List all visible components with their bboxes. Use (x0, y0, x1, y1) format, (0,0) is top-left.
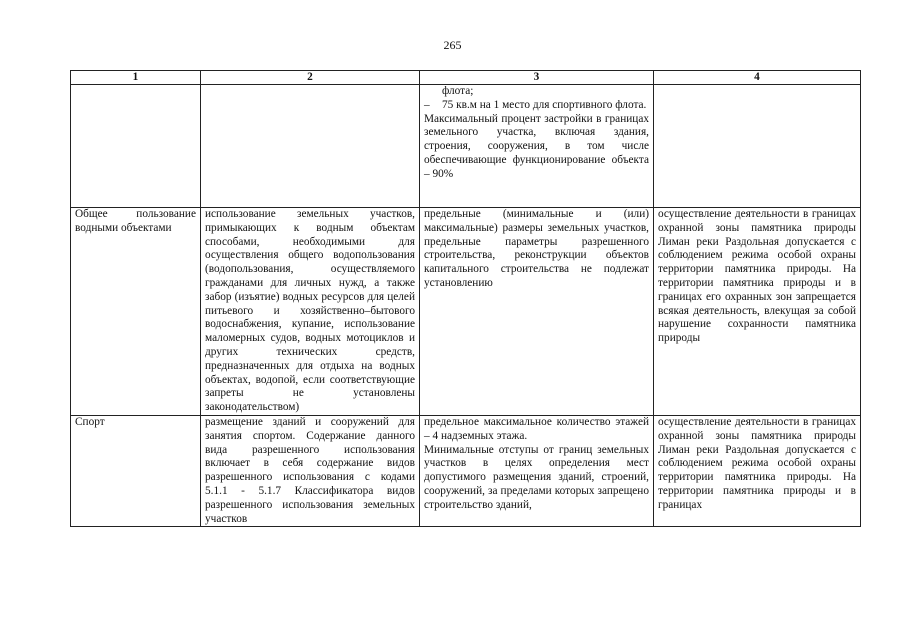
table-cell (71, 85, 201, 208)
table-row (71, 415, 861, 526)
continued-line: флота; (442, 85, 474, 97)
list-item: – 75 кв.м на 1 место для спортивного флота. (424, 99, 649, 113)
table-cell (654, 85, 861, 208)
use-type-cell: Спорт (71, 415, 201, 526)
parameters-cell (420, 415, 654, 526)
table-row (71, 208, 861, 416)
column-header: 1 (71, 71, 201, 85)
page-number: 265 (443, 38, 462, 52)
table-cell (420, 85, 654, 208)
column-header: 3 (420, 71, 654, 85)
use-type-cell: Общее пользование водными объектами (71, 208, 201, 416)
bullet-list (424, 99, 649, 113)
regulations-table (70, 70, 861, 527)
column-header: 2 (201, 71, 420, 85)
paragraph: Максимальный процент застройки в границах земельного участка, включая здания, строения, сооружения, в том числе обеспечивающие функционирование объекта – 90% (424, 112, 649, 180)
restrictions-cell: осуществление деятельности в границах охранной зоны памятника природы Лиман реки Раздольная допускается с соблюдением режима особой охраны территории памятника природы. На территории памятника природы и в границах (654, 415, 861, 526)
table-header-row (71, 71, 861, 85)
parameters-cell: предельные (минимальные и (или) максимальные) размеры земельных участков, предельные параметры разрешенного строительства, реконструкции объектов капитального строительства не подлежат установлению (420, 208, 654, 416)
table-row (71, 85, 861, 208)
restrictions-cell: осуществление деятельности в границах охранной зоны памятника природы Лиман реки Раздольная допускается с соблюдением режима особой охраны территории памятника природы. На территории памятника природы и в границах его охранных зон запрещается всякая деятельность, влекущая за собой нарушение сохранности памятника природы (654, 208, 861, 416)
description-cell: размещение зданий и сооружений для занятия спортом. Содержание данного вида разрешенного использования включает в себя содержание видов разрешенного использования с кодами 5.1.1 - 5.1.7 Классификатора видов разрешенного использования земельных участков (201, 415, 420, 526)
column-header: 4 (654, 71, 861, 85)
description-cell: использование земельных участков, примыкающих к водным объектам способами, необходимыми для осуществления общего водопользования (водопользования, осуществляемого гражданами для личных нужд, а также забор (изъятие) водных ресурсов для целей питьевого и хозяйственно–бытового водоснабжения, купание, использование маломерных судов, водных мотоциклов и других технических средств, предназначенных для отдыха на водных объектах, водопой, если соответствующие запреты не установлены законодательством) (201, 208, 420, 416)
table-cell (201, 85, 420, 208)
paragraph: предельное максимальное количество этажей – 4 надземных этажа. (424, 415, 649, 442)
paragraph: Минимальные отступы от границ земельных участков в целях определения мест допустимого размещения зданий, строений, сооружений, за пределами которых запрещено строительство зданий, (424, 443, 649, 511)
